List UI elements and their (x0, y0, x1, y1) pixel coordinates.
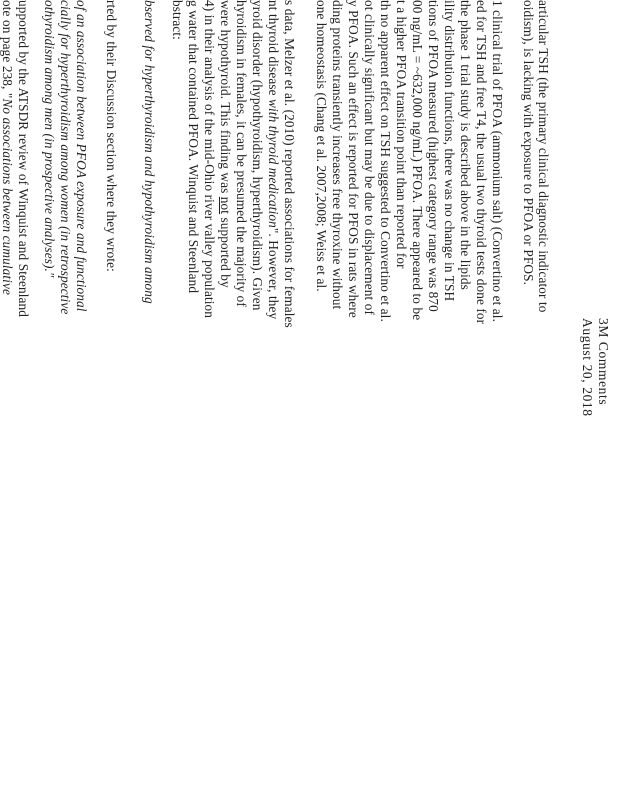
text-line: ility distribution functions, there was no change in TSH (442, 0, 457, 302)
quote-line: cially for hyperthyroidism among women (in retrospective (58, 0, 73, 315)
text-line: ot clinically significant but may be due to displacement of (362, 0, 377, 315)
text-line: were hypothyroid. This finding was not supported by (218, 0, 233, 288)
text-line: t a higher PFOA transition point than reported for (394, 0, 409, 269)
text-line: g water that contained PFOA. Winquist and Steenland (186, 0, 201, 294)
text-line: nt thyroid disease with thyroid medication". However, they (266, 0, 281, 320)
text-line: tions of PFOA measured (highest category range was 870 (426, 0, 441, 312)
text-line: upported by the ATSDR review of Winquist and Steenland (16, 0, 31, 318)
quote-line: bserved for hyperthyroidism and hypothyroidism among (142, 0, 157, 304)
text-line: the phase 1 trial study is described above in the lipids (458, 0, 473, 290)
text-line: oidism), is lacking with exposure to PFOA or PFOS. (521, 0, 536, 285)
text-line: bstract: (170, 0, 185, 40)
text-line: ding proteins transiently increases free thyroxine without (330, 0, 345, 310)
text-line: one homeostasis (Chang et al. 2007,2008; Weiss et al. (314, 0, 329, 292)
quote-line: othyroidism among men (in prospective analyses)." (42, 0, 57, 278)
text-line: yroid disorder (hypothyroidism, hyperthyroidism). Given (250, 0, 265, 311)
text-line: rted by their Discussion section where they wrote: (104, 0, 119, 272)
text-line: hyroidism in females, it can be presumed the majority of (234, 0, 249, 307)
header-title: 3M Comments (596, 318, 611, 406)
header-date: August 20, 2018 (580, 318, 595, 417)
text-line: y PFOA. Such an effect is reported for PFOS in rats where (346, 0, 361, 318)
text-line: 1 clinical trial of PFOA (ammonium salt) (Convertino et al. (490, 0, 505, 323)
text-line: th no apparent effect on TSH suggested to Convertino et al. (378, 0, 393, 322)
text-line: s data, Melzer et al. (2010) reported associations for females (282, 0, 297, 328)
quote-line: of an association between PFOA exposure and functional (74, 0, 89, 312)
text-line: ote on page 238, "No associations between cumulative (0, 0, 15, 295)
text-line: ed for TSH and free T4, the usual two thyroid tests done for (474, 0, 489, 325)
text-line: 00 ng/mL = ~632,000 ng/mL) PFOA. There appeared to be (410, 0, 425, 321)
text-line: articular TSH (the primary clinical diagnostic indicator to (536, 0, 551, 313)
text-line: 4) in their analysis of the mid-Ohio river valley population (202, 0, 217, 319)
